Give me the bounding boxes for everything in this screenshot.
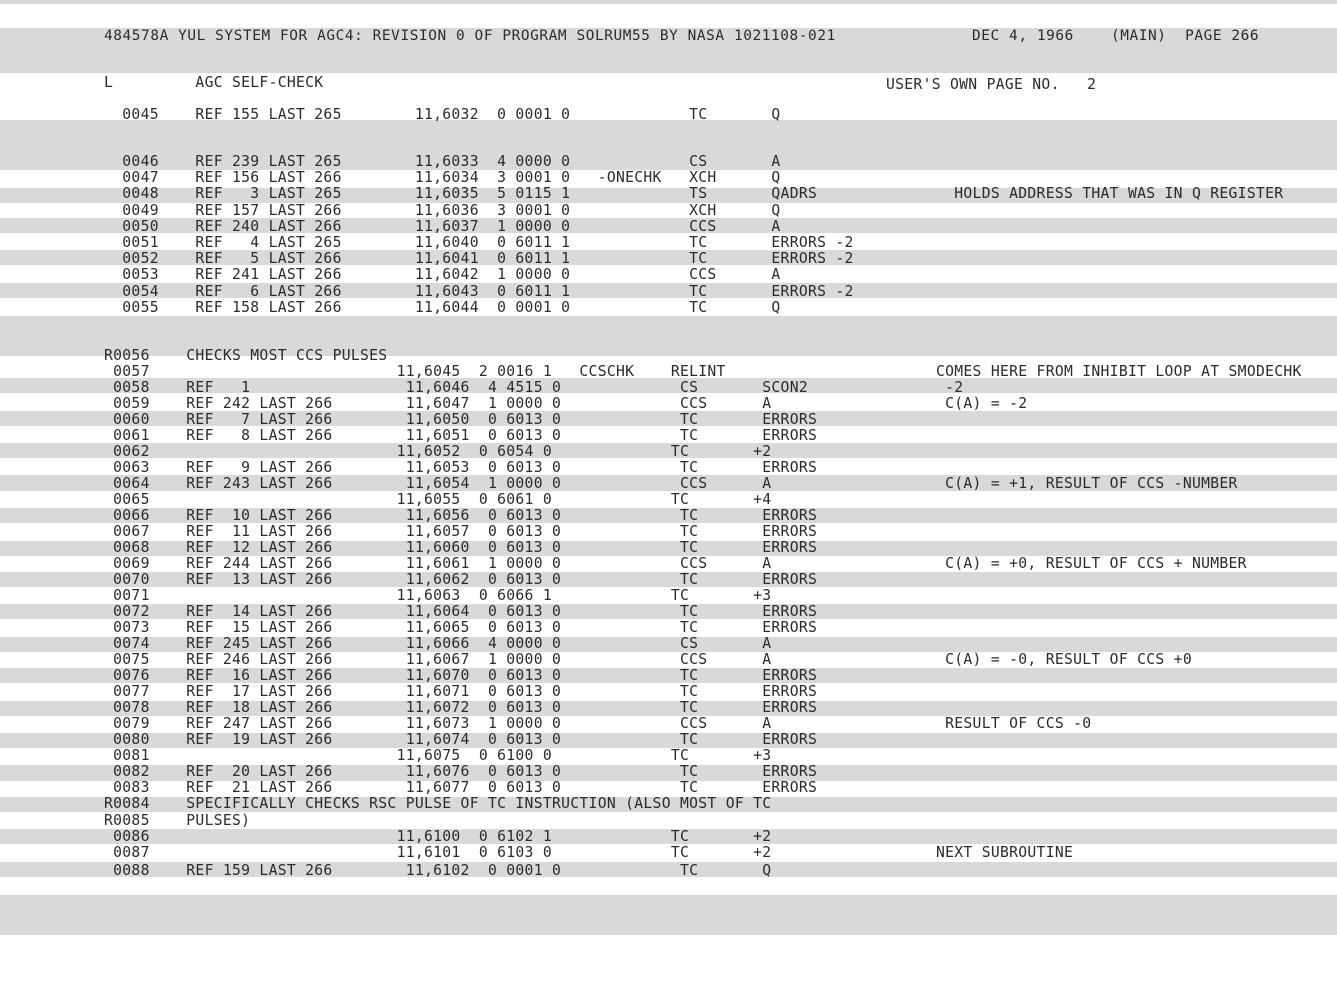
listing-line: 0083 REF 21 LAST 266 11,6077 0 6013 0 TC ERRORS (104, 779, 818, 796)
listing-line: R0056 CHECKS MOST CCS PULSES (104, 347, 388, 364)
listing-line: 0071 11,6063 0 6066 1 TC +3 (104, 587, 772, 604)
listing-line: 0088 REF 159 LAST 266 11,6102 0 0001 0 TC Q (104, 862, 772, 879)
listing-line: 0067 REF 11 LAST 266 11,6057 0 6013 0 TC ERRORS (104, 523, 818, 540)
listing-line: R0085 PULSES) (104, 812, 251, 829)
listing-line: 0054 REF 6 LAST 266 11,6043 0 6011 1 TC ERRORS -2 (104, 283, 854, 300)
listing-line: 0076 REF 16 LAST 266 11,6070 0 6013 0 TC ERRORS (104, 667, 818, 684)
listing-line: 0069 REF 244 LAST 266 11,6061 1 0000 0 CCS A C(A) = +0, RESULT OF CCS + NUMBER (104, 555, 1247, 572)
listing-line: 0061 REF 8 LAST 266 11,6051 0 6013 0 TC ERRORS (104, 427, 818, 444)
listing-line: 0081 11,6075 0 6100 0 TC +3 (104, 747, 772, 764)
listing-line: 0074 REF 245 LAST 266 11,6066 4 0000 0 CS A (104, 635, 772, 652)
listing-line: 0051 REF 4 LAST 265 11,6040 0 6011 1 TC ERRORS -2 (104, 234, 854, 251)
listing-line: 0057 11,6045 2 0016 1 CCSCHK RELINT COMES HERE FROM INHIBIT LOOP AT SMODECHK (104, 363, 1302, 380)
listing-line: 0063 REF 9 LAST 266 11,6053 0 6013 0 TC ERRORS (104, 459, 818, 476)
listing-line: R0084 SPECIFICALLY CHECKS RSC PULSE OF TC INSTRUCTION (ALSO MOST OF TC (104, 795, 772, 812)
listing-line: 0050 REF 240 LAST 266 11,6037 1 0000 0 CCS A (104, 218, 781, 235)
user-page-number: USER'S OWN PAGE NO. 2 (886, 76, 1097, 93)
listing-line: 0060 REF 7 LAST 266 11,6050 0 6013 0 TC ERRORS (104, 411, 818, 428)
listing-line: 0068 REF 12 LAST 266 11,6060 0 6013 0 TC ERRORS (104, 539, 818, 556)
listing-line: 0066 REF 10 LAST 266 11,6056 0 6013 0 TC ERRORS (104, 507, 818, 524)
listing-line: 0078 REF 18 LAST 266 11,6072 0 6013 0 TC ERRORS (104, 699, 818, 716)
listing-line: 0070 REF 13 LAST 266 11,6062 0 6013 0 TC ERRORS (104, 571, 818, 588)
listing-line: 0075 REF 246 LAST 266 11,6067 1 0000 0 CCS A C(A) = -0, RESULT OF CCS +0 (104, 651, 1192, 668)
listing-line: 0087 11,6101 0 6103 0 TC +2 NEXT SUBROUTINE (104, 844, 1074, 861)
listing-line: 0052 REF 5 LAST 266 11,6041 0 6011 1 TC ERRORS -2 (104, 250, 854, 267)
listing-line: 0053 REF 241 LAST 266 11,6042 1 0000 0 CCS A (104, 266, 781, 283)
listing-line: 0077 REF 17 LAST 266 11,6071 0 6013 0 TC ERRORS (104, 683, 818, 700)
listing-line: 0055 REF 158 LAST 266 11,6044 0 0001 0 TC Q (104, 299, 781, 316)
page-header-title: 484578A YUL SYSTEM FOR AGC4: REVISION 0 OF PROGRAM SOLRUM55 BY NASA 1021108-021 (104, 28, 836, 44)
listing-line: 0058 REF 1 11,6046 4 4515 0 CS SCON2 -2 (104, 379, 964, 396)
listing-line: 0082 REF 20 LAST 266 11,6076 0 6013 0 TC ERRORS (104, 763, 818, 780)
listing-line: 0045 REF 155 LAST 265 11,6032 0 0001 0 TC Q (104, 106, 781, 123)
listing-line: 0059 REF 242 LAST 266 11,6047 1 0000 0 CCS A C(A) = -2 (104, 395, 1028, 412)
listing-line: 0049 REF 157 LAST 266 11,6036 3 0001 0 XCH Q (104, 202, 781, 219)
listing-line: 0079 REF 247 LAST 266 11,6073 1 0000 0 CCS A RESULT OF CCS -0 (104, 715, 1092, 732)
listing-line: 0080 REF 19 LAST 266 11,6074 0 6013 0 TC ERRORS (104, 731, 818, 748)
page-header-date-page: DEC 4, 1966 (MAIN) PAGE 266 (972, 28, 1260, 44)
listing-line: 0048 REF 3 LAST 265 11,6035 5 0115 1 TS QADRS HOLDS ADDRESS THAT WAS IN Q REGISTER (104, 185, 1284, 202)
listing-line: 0046 REF 239 LAST 265 11,6033 4 0000 0 CS A (104, 153, 781, 170)
section-title: L AGC SELF-CHECK (104, 74, 324, 91)
listing-line: 0086 11,6100 0 6102 1 TC +2 (104, 828, 772, 845)
listing-line: 0065 11,6055 0 6061 0 TC +4 (104, 491, 772, 508)
listing-line: 0062 11,6052 0 6054 0 TC +2 (104, 443, 772, 460)
listing-line: 0072 REF 14 LAST 266 11,6064 0 6013 0 TC ERRORS (104, 603, 818, 620)
listing-line: 0064 REF 243 LAST 266 11,6054 1 0000 0 CCS A C(A) = +1, RESULT OF CCS -NUMBER (104, 475, 1238, 492)
listing-line: 0073 REF 15 LAST 266 11,6065 0 6013 0 TC ERRORS (104, 619, 818, 636)
listing-line: 0047 REF 156 LAST 266 11,6034 3 0001 0 -ONECHK XCH Q (104, 169, 781, 186)
